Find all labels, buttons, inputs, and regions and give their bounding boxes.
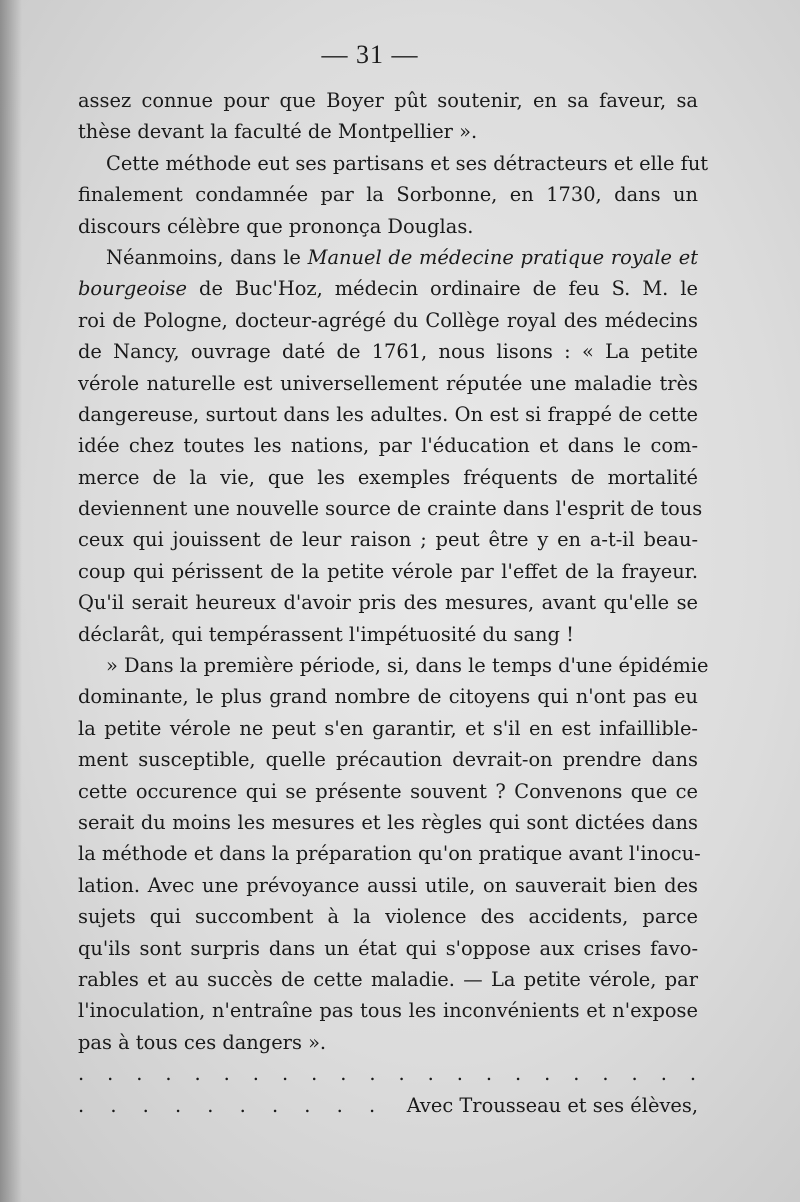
text-line: ment susceptible, quelle précaution devrait-on prendre dans [78,748,698,772]
text-line [78,242,698,273]
final-line [78,1090,698,1121]
text-line: la petite vérole ne peut s'en garantir, et s'il en est infaillible- [78,716,698,740]
text-line: dangereuse, surtout dans les adultes. On est si frappé de cette [78,402,698,426]
text-line: merce de la vie, que les exemples fréquents de mortalité [78,465,698,489]
text-line: » Dans la première période, si, dans le temps d'une épidémie [106,654,709,678]
book-title-italic: Manuel de médecine pratique royale et [307,245,698,269]
text-run: Néanmoins, dans le [106,245,308,269]
text-line: discours célèbre que prononça Douglas. [78,214,474,238]
body-text [78,85,709,1121]
text-line: la méthode et dans la préparation qu'on pratique avant l'inocu- [78,842,701,866]
text-line: idée chez toutes les nations, par l'éducation et dans le com- [78,434,698,458]
text-line: vérole naturelle est universellement réputée une maladie très [78,371,698,395]
text-line: thèse devant la faculté de Montpellier ». [78,120,478,144]
page-number: — 31 — [321,40,419,69]
ellipsis-line: . . . . . . . . . . . . . . . . . . . . . . [78,1062,698,1086]
text-line [78,273,698,304]
text-line: roi de Pologne, docteur-agrégé du Collège royal des médecins [78,308,698,332]
text-line: cette occurence qui se présente souvent ? Convenons que ce [78,779,698,803]
text-line: qu'ils sont surpris dans un état qui s'oppose aux crises favo- [78,936,698,960]
leader-dots: . . . . . . . . . . [78,1093,386,1117]
binding-shadow [0,0,22,1202]
text-line: serait du moins les mesures et les règles qui sont dictées dans [78,810,698,834]
text-line: l'inoculation, n'entraîne pas tous les inconvénients et n'expose [78,999,698,1023]
text-line: deviennent une nouvelle source de crainte dans l'esprit de tous [78,497,703,521]
text-line: Cette méthode eut ses partisans et ses détracteurs et elle fut [106,151,709,175]
text-line: ceux qui jouissent de leur raison ; peut être y en a-t-il beau- [78,528,698,552]
text-line: dominante, le plus grand nombre de citoyens qui n'ont pas eu [78,685,698,709]
text-line: finalement condamnée par la Sorbonne, en 1730, dans un [78,183,698,207]
text-line: assez connue pour que Boyer pût soutenir, en sa faveur, sa [78,89,698,112]
final-text: Avec Trousseau et ses élèves, [406,1093,698,1117]
text-run: de Buc'Hoz, médecin ordinaire de feu S. M. le [187,277,698,301]
text-line: lation. Avec une prévoyance aussi utile, on sauverait bien des [78,873,698,897]
text-line: pas à tous ces dangers ». [78,1030,327,1054]
text-line: de Nancy, ouvrage daté de 1761, nous lisons : « La petite [78,340,698,364]
text-line: coup qui périssent de la petite vérole par l'effet de la frayeur. [78,559,698,583]
text-line: rables et au succès de cette maladie. — La petite vérole, par [78,967,698,991]
text-line: sujets qui succombent à la violence des accidents, parce [78,905,698,929]
text-line: déclarât, qui tempérassent l'impétuosité du sang ! [78,622,574,646]
text-line: Qu'il serait heureux d'avoir pris des mesures, avant qu'elle se [78,591,698,615]
book-title-italic: bourgeoise [78,277,188,301]
